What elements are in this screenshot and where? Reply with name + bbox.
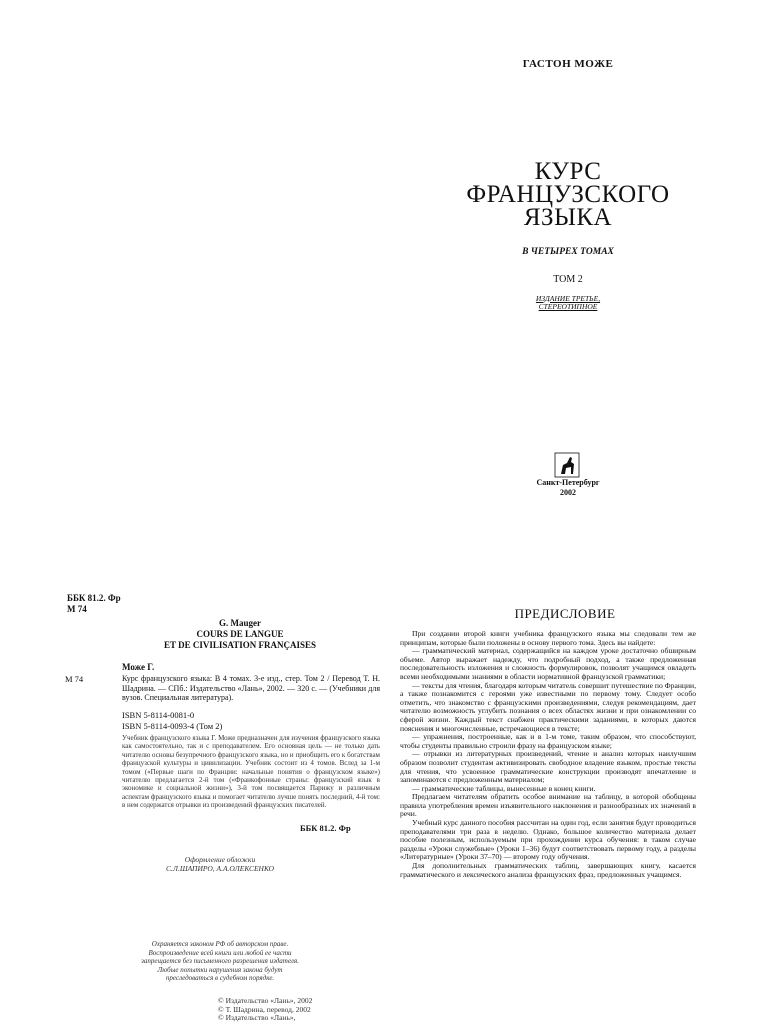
title-line: ФРАНЦУЗСКОГО (466, 181, 670, 208)
title-line: КУРС (534, 158, 602, 185)
edition-note (468, 295, 668, 311)
original-title (100, 618, 380, 651)
law-line: Охраняется законом РФ об авторском праве. (151, 940, 289, 948)
original-title-line: ET DE CIVILISATION FRANÇAISES (164, 640, 316, 650)
cover-credits (140, 855, 300, 873)
preface-paragraph: Для дополнительных грамматических таблиц, завершающих книгу, касается грамматического и лексического анализа французских фраз, предложенных учащимся. (400, 861, 696, 879)
bbk-classification (67, 593, 121, 615)
bbk-code-right: ББК 81.2. Фр (300, 823, 351, 833)
author-name: ГАСТОН МОЖЕ (522, 58, 614, 70)
bbk-line: ББК 81.2. Фр (67, 593, 121, 603)
preface-body (400, 630, 696, 879)
preface-title: ПРЕДИСЛОВИЕ (514, 606, 616, 621)
volume-number: ТОМ 2 (553, 274, 583, 285)
bibliographic-description: Курс французского языка: В 4 томах. 3-е изд., стер. Том 2 / Перевод Т. Н. Шадрина. — СПб.: Издательство «Лань», 2002. — 320 с. — (Учебники для вузов. Специальная литература). (122, 674, 380, 702)
copyright-line: © Издательство «Лань», (218, 1013, 296, 1023)
preface-paragraph: При создании второй книги учебника французского языка мы следовали тем же принципам, которые были положены в основу первого тома. Здесь вы найдете: (400, 629, 696, 647)
edition-line: СТЕРЕОТИПНОЕ (538, 302, 598, 311)
bibliographic-code: М 74 (65, 674, 84, 684)
publisher-city (468, 478, 668, 498)
law-line: Воспроизведение всей книги или любой ее части (148, 948, 292, 957)
isbn-block (122, 710, 222, 732)
preface-paragraph: Учебный курс данного пособия рассчитан на один год, если занятия будут проводиться преподавателями три раза в неделю. Однако, большое количество материала делает пособие полезным, используемым при прохождении курса обучения: в таком случае разделы «Уроки служебные» (Уроки 1–36) будут соответствовать первому году, а разделы «Литературные» (Уроки 37–70) — второму году обучения. (400, 818, 696, 862)
preface-paragraph: — упражнения, построенные, как и в 1-м томе, таким образом, что способствуют, чтобы студенты правильно строили фразу на французском языке; (400, 732, 696, 750)
preface-paragraph: — тексты для чтения, благодаря которым читатель совершит путешествие по Франции, а также познакомится с героями уже известными по первому тому. Следует особо отметить, что знакомство с французскими произведениями, следуя рекомендациям, дает читателю возможность углубить познания о всех областях жизни и при ознакомлении со сферой жизни. Каждый текст снабжен практическими заданиями, в которых даются пояснения и многочисленные, встречающиеся в тексте; (400, 680, 696, 733)
copyright-line: © Т. Шадрина, перевод, 2002 (218, 1004, 311, 1014)
preface-paragraph: — грамматический материал, содержащийся на каждом уроке достаточно обширным объеме. Автор выражает надежду, что подробный подход, а также предложенная последовательность изложения и сложность формулировок, позволят учащимся овладеть всеми необходимыми знаниями в области нормативной французской грамматики; (400, 646, 696, 681)
preface-paragraph: Предлагаем читателям обратить особое внимание на таблицу, в которой обобщены правила употребления времен изъявительного наклонения и разнообразных их значений в речи. (400, 792, 696, 819)
copyright-block (218, 997, 312, 1023)
law-line: преследоваться в судебном порядке. (165, 974, 275, 983)
volumes-note: В ЧЕТЫРЕХ ТОМАХ (522, 247, 614, 257)
bibliographic-author: Може Г. (122, 662, 155, 672)
title-line: ЯЗЫКА (523, 204, 613, 231)
preface-paragraph: — грамматические таблицы, вынесенные в конец книги. (412, 783, 596, 793)
copyright-law-notice (120, 940, 320, 983)
cover-line: С.Л.ШАПИРО, А.А.ОЛЕКСЕНКО (165, 864, 274, 873)
copyright-line: © Издательство «Лань», 2002 (218, 996, 313, 1005)
annotation: Учебник французского языка Г. Може предназначен для изучения французского языка как самостоятельно, так и с преподавателем. Его основная цель — не только дать читателю основы безупречного французского языка, но и приобщить его к богатствам французской культуры и цивилизации. Учебник состоит из 4 томов. Вслед за 1-м томом («Первые шаги по Франции: начальные понятия о французском языке») читателю предлагается 2-й том («Франкофонные страны: французский язык в экономике и социальной жизни»), 3-й том посвящается Парижу и различным аспектам французского языка и помогает читателю лучше понять последний, 4-й том: в нем содержатся отрывки из произведений французских писателей. (122, 734, 380, 810)
cover-line: Оформление обложки (184, 855, 256, 864)
edition-line: ИЗДАНИЕ ТРЕТЬЕ, (535, 294, 601, 303)
original-title-line: COURS DE LANGUE (196, 629, 284, 639)
isbn-line: ISBN 5-8114-0093-4 (Том 2) (122, 721, 223, 731)
book-title (418, 160, 718, 229)
original-author: G. Mauger (219, 618, 261, 628)
publisher-logo-icon (554, 452, 580, 478)
isbn-line: ISBN 5-8114-0081-0 (122, 710, 195, 720)
publication-year: 2002 (560, 488, 576, 497)
preface-paragraph: — отрывки из литературных произведений, чтение и анализ которых наилучшим образом позволит студентам активизировать свободное владение языком, простые тексты для чтения, что усвоенное грамматические конструкции производят впечатление и запоминаются с предложенным материалом; (400, 749, 696, 785)
law-line: запрещается без письменного разрешения издателя. (141, 957, 299, 966)
bbk-line: М 74 (67, 604, 87, 614)
city-name: Санкт-Петербург (536, 478, 600, 487)
law-line: Любые попытки нарушения закона будут (157, 965, 283, 974)
